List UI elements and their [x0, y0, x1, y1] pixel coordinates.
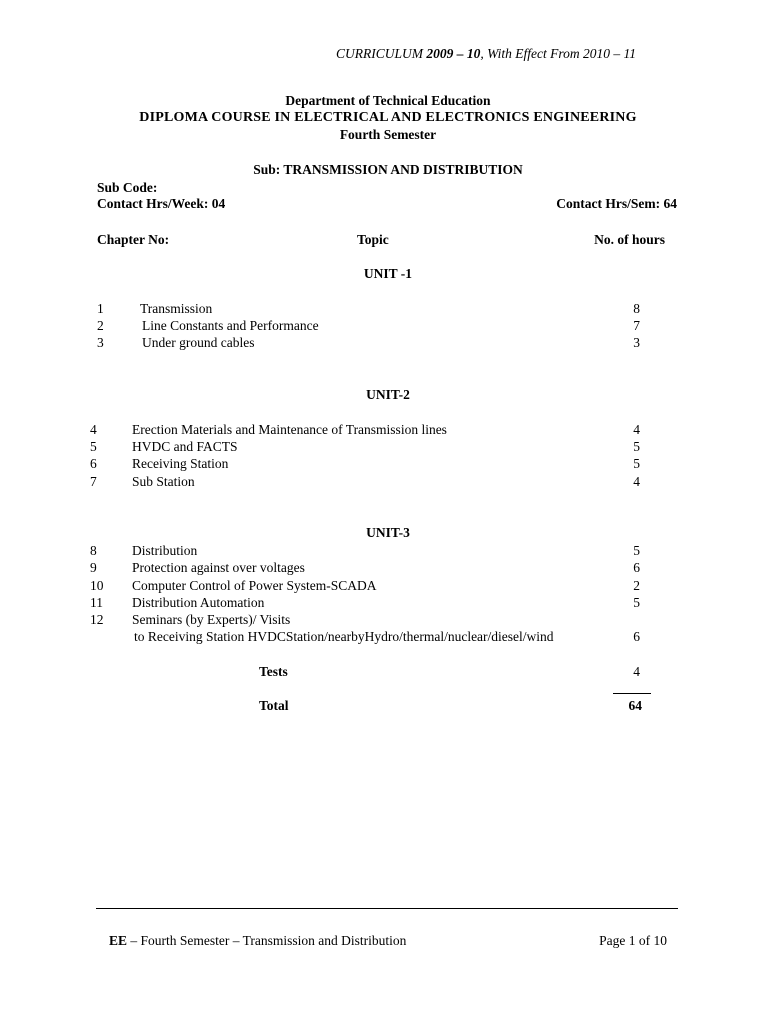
- running-header: [336, 46, 636, 62]
- header-effect-text: , With Effect From 2010 – 11: [480, 46, 636, 61]
- page-number: Page 1 of 10: [599, 933, 667, 948]
- header-curriculum-label: CURRICULUM: [336, 46, 423, 61]
- footer-dept: EE: [109, 933, 128, 948]
- column-header-chapter: Chapter No:: [97, 232, 170, 247]
- chapter-topic: HVDC and FACTS: [132, 439, 238, 454]
- chapter-number: 12: [90, 612, 104, 627]
- semester-title: Fourth Semester: [339, 127, 437, 142]
- chapter-topic: Distribution Automation: [132, 595, 265, 610]
- chapter-hours: 5: [633, 595, 640, 610]
- chapter-number: 1: [97, 301, 104, 316]
- chapter-topic: Sub Station: [132, 474, 195, 489]
- chapter-hours: 7: [633, 318, 640, 333]
- total-label: Total: [259, 698, 289, 713]
- chapter-topic: Distribution: [132, 543, 198, 558]
- footer-title: [109, 933, 406, 949]
- chapter-hours: 6: [633, 629, 640, 644]
- chapter-number: 7: [90, 474, 97, 489]
- chapter-number: 2: [97, 318, 104, 333]
- chapter-topic: Line Constants and Performance: [142, 318, 319, 333]
- chapter-number: 10: [90, 578, 104, 593]
- chapter-hours: 5: [633, 439, 640, 454]
- course-title: DIPLOMA COURSE IN ELECTRICAL AND ELECTRONICS ENGINEERING: [139, 110, 637, 125]
- chapter-topic: to Receiving Station HVDCStation/nearbyHydro/thermal/nuclear/diesel/wind: [134, 629, 554, 644]
- contact-hours-sem: Contact Hrs/Sem: 64: [556, 196, 677, 211]
- chapter-topic: Computer Control of Power System-SCADA: [132, 578, 377, 593]
- chapter-number: 9: [90, 560, 97, 575]
- chapter-hours: 4: [633, 422, 640, 437]
- contact-hours-week: Contact Hrs/Week: 04: [97, 196, 226, 211]
- subject-title: Sub: TRANSMISSION AND DISTRIBUTION: [253, 162, 523, 177]
- chapter-topic: Protection against over voltages: [132, 560, 305, 575]
- tests-hours: 4: [633, 664, 640, 679]
- chapter-hours: 5: [633, 543, 640, 558]
- chapter-topic: Erection Materials and Maintenance of Transmission lines: [132, 422, 447, 437]
- chapter-number: 5: [90, 439, 97, 454]
- unit-title: UNIT -1: [363, 266, 413, 281]
- column-header-topic: Topic: [357, 232, 389, 247]
- chapter-hours: 6: [633, 560, 640, 575]
- chapter-number: 3: [97, 335, 104, 350]
- chapter-number: 11: [90, 595, 103, 610]
- sub-code-label: Sub Code:: [97, 180, 158, 195]
- total-hours: 64: [628, 698, 642, 713]
- chapter-hours: 2: [633, 578, 640, 593]
- chapter-topic: Receiving Station: [132, 456, 229, 471]
- column-header-hours: No. of hours: [594, 232, 665, 247]
- chapter-hours: 3: [633, 335, 640, 350]
- header-curriculum-years: 2009 – 10: [426, 46, 481, 61]
- chapter-number: 4: [90, 422, 97, 437]
- footer-rule: [96, 908, 678, 909]
- chapter-hours: 5: [633, 456, 640, 471]
- chapter-number: 6: [90, 456, 97, 471]
- chapter-topic: Transmission: [140, 301, 213, 316]
- chapter-hours: 8: [633, 301, 640, 316]
- chapter-hours: 4: [633, 474, 640, 489]
- unit-title: UNIT-3: [366, 525, 410, 540]
- chapter-topic: Seminars (by Experts)/ Visits: [132, 612, 291, 627]
- chapter-number: 8: [90, 543, 97, 558]
- department-title: Department of Technical Education: [285, 93, 491, 108]
- chapter-topic: Under ground cables: [142, 335, 255, 350]
- unit-title: UNIT-2: [366, 387, 410, 402]
- tests-label: Tests: [259, 664, 288, 679]
- footer-subject: – Fourth Semester – Transmission and Distribution: [127, 933, 407, 948]
- total-rule: [613, 693, 651, 694]
